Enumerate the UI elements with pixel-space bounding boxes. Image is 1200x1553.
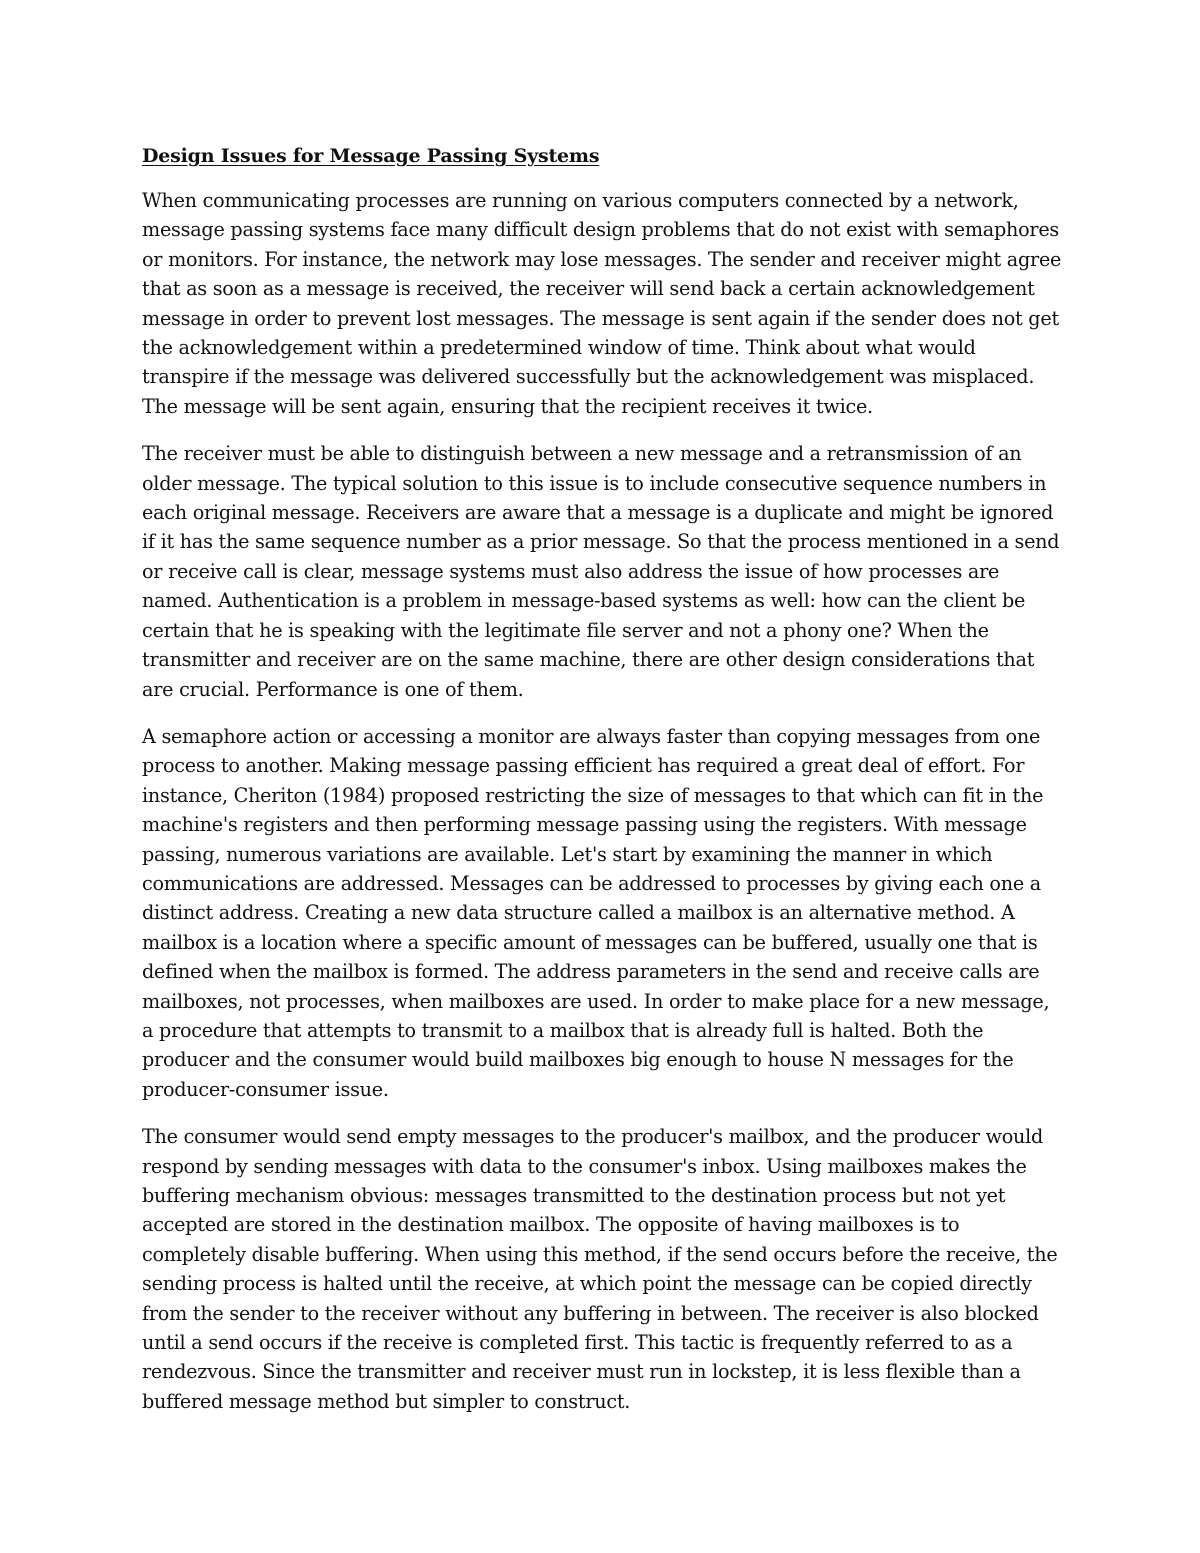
paragraph-2: The receiver must be able to distinguish between a new message and a retransmission of an older message. The typical solution to this issue is to include consecutive sequence numbers in each original message. Receivers are aware that a message is a duplicate and might be ignored if it has the same sequence number as a prior message. So that the process mentioned in a send or receive call is clear, message systems must also address the issue of how processes are named. Authentication is a problem in message-based systems as well: how can the client be certain that he is speaking with the legitimate file server and not a phony one? When the transmitter and receiver are on the same machine, there are other design considerations that are crucial. Performance is one of them. xyxy=(142,442,1060,701)
document-body xyxy=(142,142,1062,1434)
paragraph-1: When communicating processes are running on various computers connected by a network, message passing systems face many difficult design problems that do not exist with semaphores or monitors. For instance, the network may lose messages. The sender and receiver might agree that as soon as a message is received, the receiver will send back a certain acknowledgement message in order to prevent lost messages. The message is sent again if the sender does not get the acknowledgement within a predetermined window of time. Think about what would transpire if the message was delivered successfully but the acknowledgement was misplaced. The message will be sent again, ensuring that the recipient receives it twice. xyxy=(142,189,1062,418)
paragraph-3: A semaphore action or accessing a monitor are always faster than copying messages from one process to another. Making message passing efficient has required a great deal of effort. For instance, Cheriton (1984) proposed restricting the size of messages to that which can fit in the machine's registers and then performing message passing using the registers. With message passing, numerous variations are available. Let's start by examining the manner in which communications are addressed. Messages can be addressed to processes by giving each one a distinct address. Creating a new data structure called a mailbox is an alternative method. A mailbox is a location where a specific amount of messages can be buffered, usually one that is defined when the mailbox is formed. The address parameters in the send and receive calls are mailboxes, not processes, when mailboxes are used. In order to make place for a new message, a procedure that attempts to transmit to a mailbox that is already full is halted. Both the producer and the consumer would build mailboxes big enough to house N messages for the producer-consumer issue. xyxy=(142,724,1050,1101)
paragraph-4: The consumer would send empty messages to the producer's mailbox, and the producer would respond by sending messages with data to the consumer's inbox. Using mailboxes makes the buffering mechanism obvious: messages transmitted to the destination process but not yet accepted are stored in the destination mailbox. The opposite of having mailboxes is to completely disable buffering. When using this method, if the send occurs before the receive, the sending process is halted until the receive, at which point the message can be copied directly from the sender to the receiver without any buffering in between. The receiver is also blocked until a send occurs if the receive is completed first. This tactic is frequently referred to as a rendezvous. Since the transmitter and receiver must run in lockstep, it is less flexible than a buffered message method but simpler to construct. xyxy=(142,1125,1058,1413)
document-title: Design Issues for Message Passing Systems xyxy=(142,145,600,167)
